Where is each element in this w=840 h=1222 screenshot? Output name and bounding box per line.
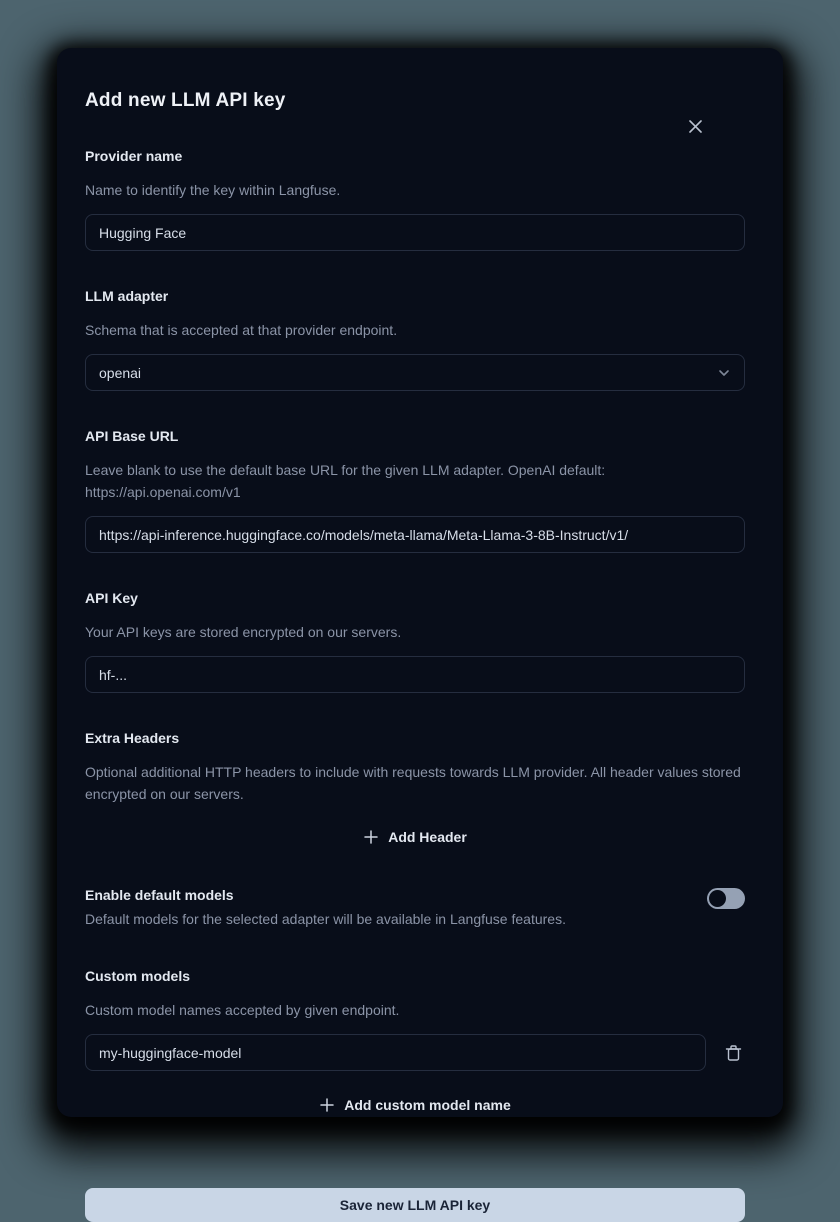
provider-name-label: Provider name xyxy=(85,148,183,164)
api-key-field xyxy=(85,590,745,693)
enable-default-models-description: Default models for the selected adapter will be available in Langfuse features. xyxy=(85,911,566,927)
custom-models-field xyxy=(85,968,745,1115)
llm-adapter-selected-value: openai xyxy=(99,364,142,381)
llm-adapter-description: Schema that is accepted at that provider endpoint. xyxy=(85,322,398,338)
provider-name-input[interactable] xyxy=(85,214,745,251)
delete-custom-model-button[interactable] xyxy=(721,1041,745,1065)
api-base-url-description: Leave blank to use the default base URL for the given LLM adapter. OpenAI default: https://api.openai.com/v1 xyxy=(85,462,606,500)
extra-headers-label: Extra Headers xyxy=(85,730,180,746)
chevron-down-icon xyxy=(717,366,731,380)
provider-name-description: Name to identify the key within Langfuse. xyxy=(85,182,341,198)
add-llm-api-key-dialog xyxy=(57,48,783,1213)
plus-icon xyxy=(363,829,379,845)
save-button[interactable]: Save new LLM API key xyxy=(85,1188,745,1222)
add-header-button-label: Add Header xyxy=(388,829,467,845)
enable-default-models-toggle[interactable] xyxy=(707,888,745,909)
llm-adapter-field xyxy=(85,288,745,391)
api-key-label: API Key xyxy=(85,590,138,606)
api-base-url-label: API Base URL xyxy=(85,428,179,444)
extra-headers-description: Optional additional HTTP headers to include with requests towards LLM provider. All header values stored encrypted on our servers. xyxy=(85,764,741,802)
api-base-url-input[interactable] xyxy=(85,516,745,553)
custom-model-row xyxy=(85,1034,745,1071)
llm-adapter-label: LLM adapter xyxy=(85,288,169,304)
custom-model-name-input[interactable] xyxy=(85,1034,706,1071)
custom-models-label: Custom models xyxy=(85,968,191,984)
trash-icon xyxy=(725,1044,742,1062)
custom-models-description: Custom model names accepted by given endpoint. xyxy=(85,1002,400,1018)
enable-default-models-label: Enable default models xyxy=(85,887,234,903)
api-key-input[interactable] xyxy=(85,656,745,693)
api-key-description: Your API keys are stored encrypted on our servers. xyxy=(85,624,402,640)
enable-default-models-field xyxy=(85,887,745,930)
extra-headers-field xyxy=(85,730,745,847)
add-custom-model-button[interactable] xyxy=(85,1095,745,1115)
close-button[interactable] xyxy=(683,114,707,138)
api-base-url-field xyxy=(85,428,745,553)
llm-adapter-select[interactable] xyxy=(85,354,745,391)
dialog-title: Add new LLM API key xyxy=(85,90,286,111)
toggle-knob xyxy=(709,890,726,907)
close-icon xyxy=(688,119,703,134)
provider-name-field xyxy=(85,148,745,251)
add-custom-model-button-label: Add custom model name xyxy=(344,1097,511,1113)
plus-icon xyxy=(319,1097,335,1113)
add-header-button[interactable] xyxy=(85,827,745,847)
